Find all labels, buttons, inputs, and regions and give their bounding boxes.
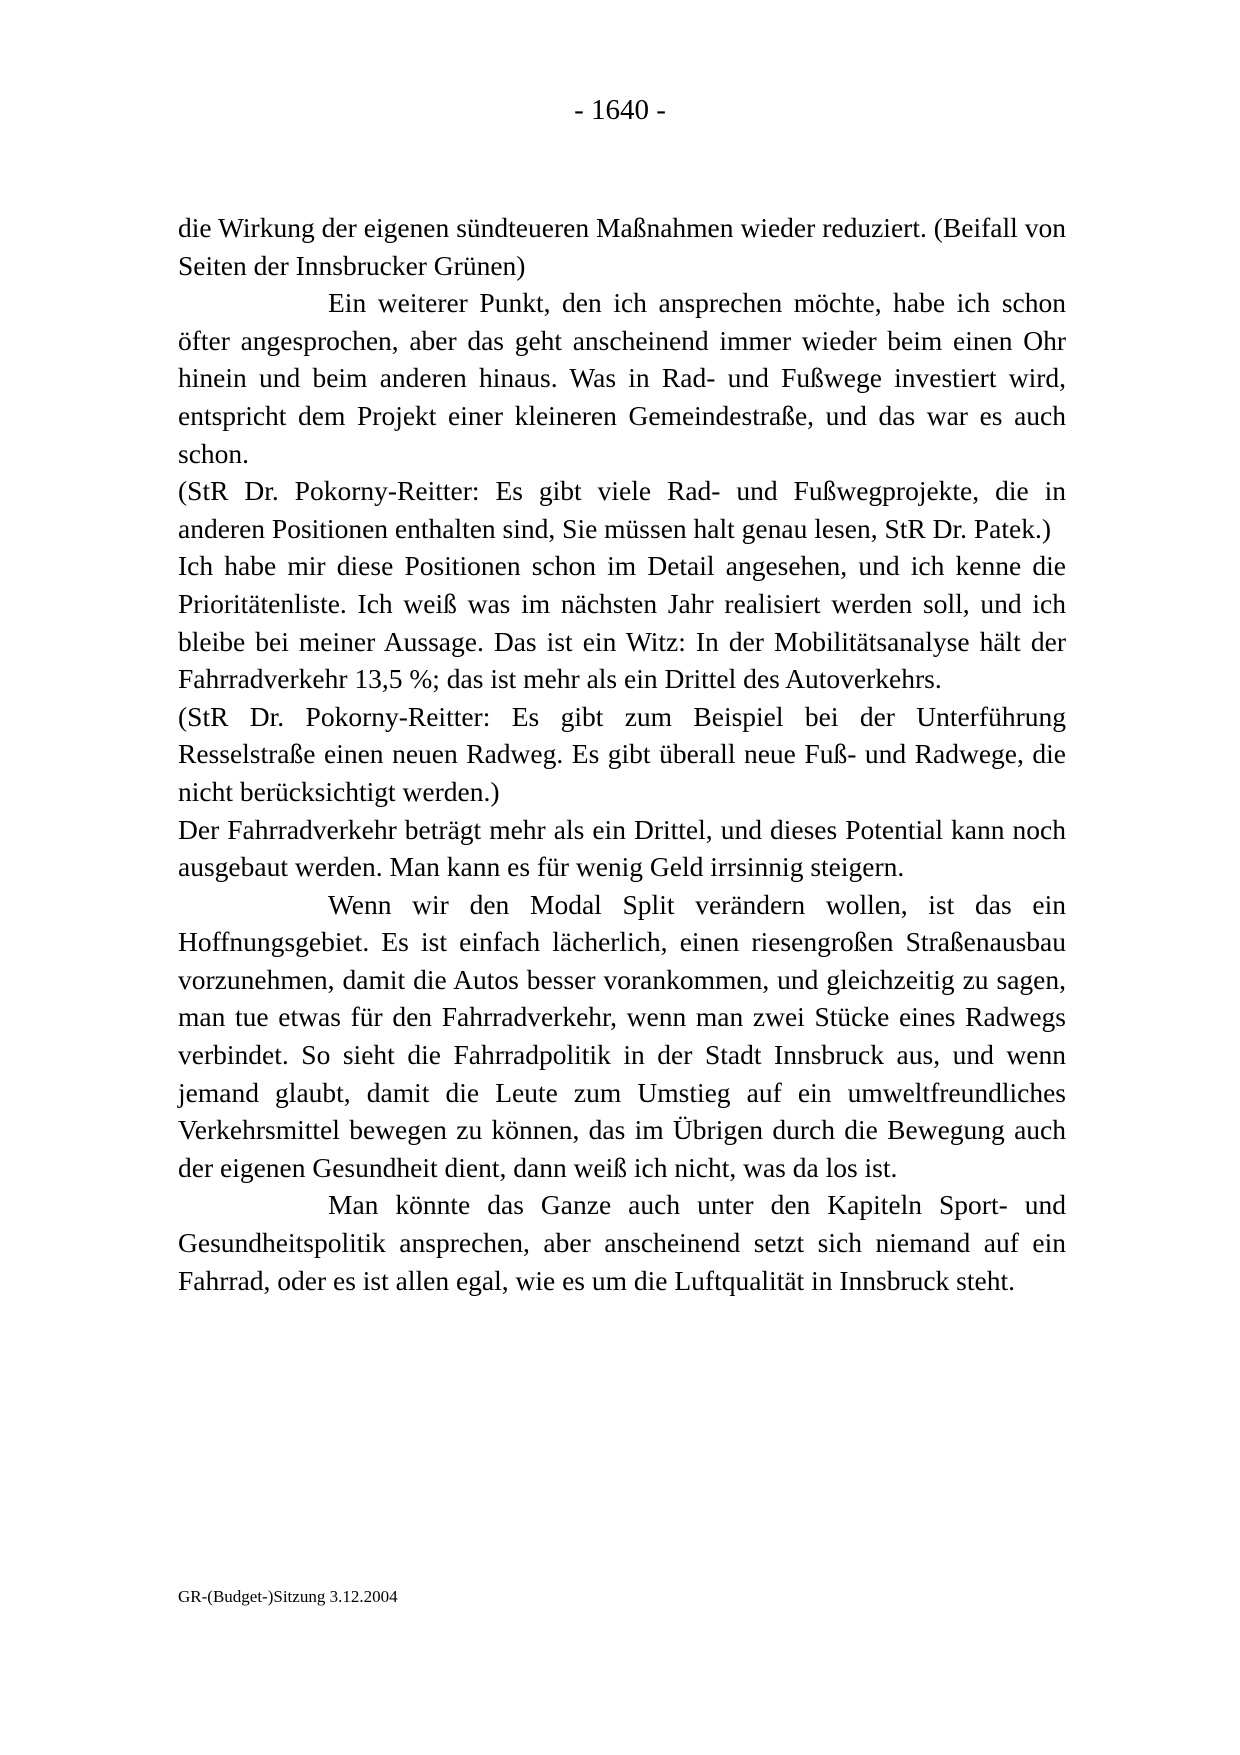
interjection: (StR Dr. Pokorny-Reitter: Es gibt viele Rad- und Fußwegprojekte, die in anderen Positionen enthalten sind, Sie müssen halt genau lesen, StR Dr. Patek.) bbox=[178, 475, 1066, 544]
paragraph: Der Fahrradverkehr beträgt mehr als ein Drittel, und dieses Potential kann noch ausgebaut werden. Man kann es für wenig Geld irrsinnig steigern. bbox=[178, 813, 1066, 883]
paragraph: Wenn wir den Modal Split verändern wollen, ist das ein Hoffnungsgebiet. Es ist einfach lächerlich, einen riesengroßen Straßenausbau vorzunehmen, damit die Autos besser vorankommen, und gleichzeitig zu sagen, man tue etwas für den Fahrradverkehr, wenn man zwei Stücke eines Radwegs verbindet. So sieht die Fahrradpolitik in der Stadt Innsbruck aus, und wenn jemand glaubt, damit die Leute zum Umstieg auf ein umweltfreundliches Verkehrsmittel bewegen zu können, das im Übrigen durch die Bewegung auch der eigenen Gesundheit dient, dann weiß ich nicht, was da los ist. bbox=[178, 888, 1066, 1183]
document-body bbox=[178, 209, 1066, 1299]
paragraph: die Wirkung der eigenen sündteueren Maßnahmen wieder reduziert. (Beifall von Seiten der Innsbrucker Grünen) bbox=[178, 212, 1066, 281]
paragraph: Ein weiterer Punkt, den ich ansprechen möchte, habe ich schon öfter angesprochen, aber das geht anscheinend immer wieder beim einen Ohr hinein und beim anderen hinaus. Was in Rad- und Fußwege investiert wird, entspricht dem Projekt einer kleineren Gemeindestraße, und das war es auch schon. bbox=[178, 287, 1066, 469]
footer-session-label: GR-(Budget-)Sitzung 3.12.2004 bbox=[178, 1587, 398, 1606]
interjection: (StR Dr. Pokorny-Reitter: Es gibt zum Beispiel bei der Unterführung Resselstraße einen neuen Radweg. Es gibt überall neue Fuß- und Radwege, die nicht berücksichtigt werden.) bbox=[178, 700, 1066, 807]
paragraph: Ich habe mir diese Positionen schon im Detail angesehen, und ich kenne die Prioritätenliste. Ich weiß was im nächsten Jahr realisiert werden soll, und ich bleibe bei meiner Aussage. Das ist ein Witz: In der Mobilitätsanalyse hält der Fahrradverkehr 13,5 %; das ist mehr als ein Drittel des Autoverkehrs. bbox=[178, 550, 1066, 695]
page-number: - 1640 - bbox=[574, 94, 666, 126]
paragraph: Man könnte das Ganze auch unter den Kapiteln Sport- und Gesundheitspolitik ansprechen, aber anscheinend setzt sich niemand auf ein Fahrrad, oder es ist allen egal, wie es um die Luftqualität in Innsbruck steht. bbox=[178, 1189, 1066, 1296]
